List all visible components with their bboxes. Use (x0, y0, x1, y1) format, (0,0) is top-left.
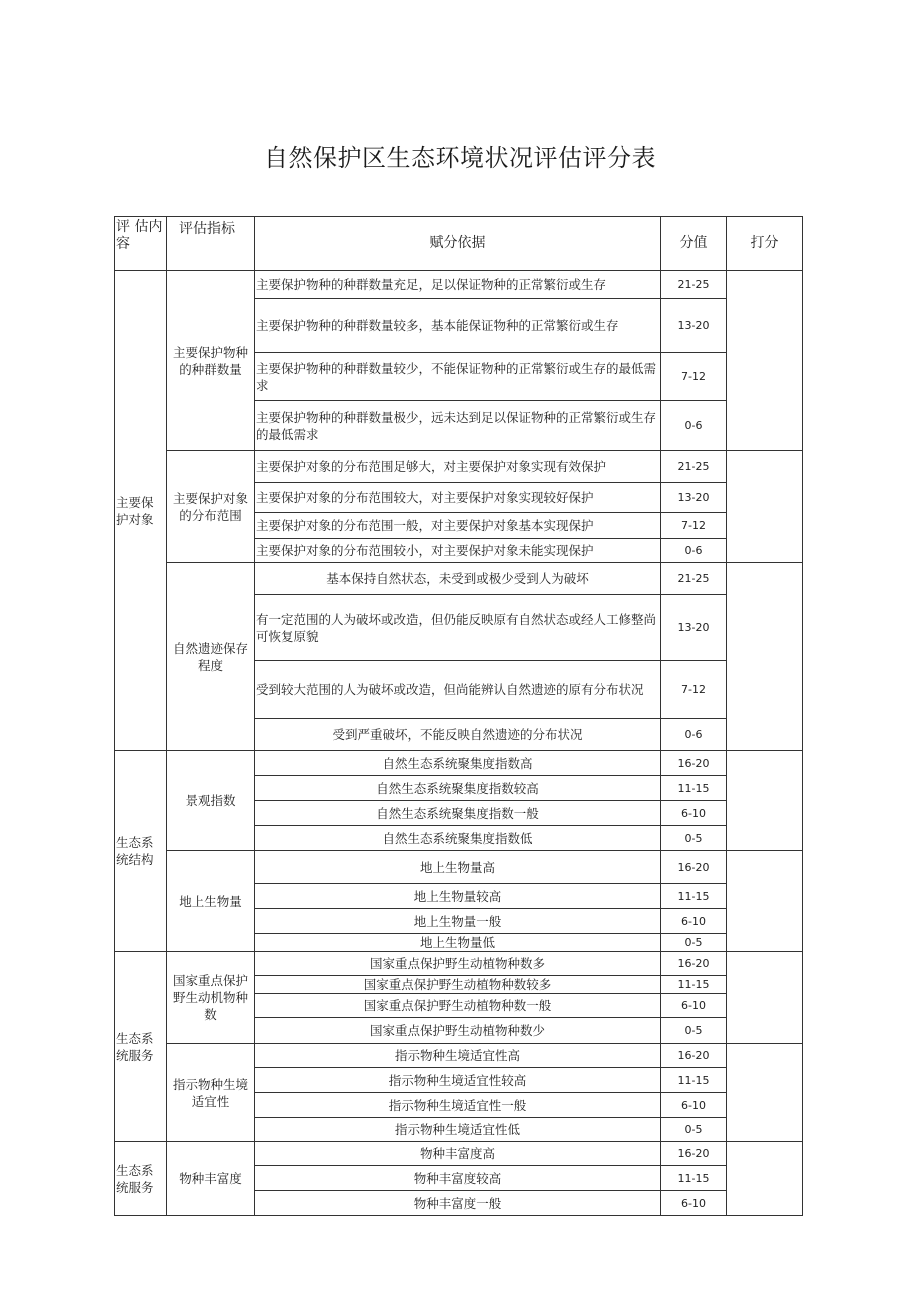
header-mark: 打分 (727, 217, 803, 271)
evaluation-content-cell: 生态系统结构 (115, 751, 167, 952)
basis-cell: 有一定范围的人为破坏或改造，但仍能反映原有自然状态或经人工修整尚可恢复原貌 (255, 595, 661, 661)
page-title: 自然保护区生态环境状况评估评分表 (264, 144, 656, 172)
score-range-cell: 21-25 (661, 271, 727, 299)
basis-cell: 自然生态系统聚集度指数较高 (255, 776, 661, 801)
score-range-cell: 21-25 (661, 451, 727, 483)
score-range-cell: 11-15 (661, 1166, 727, 1191)
basis-cell: 受到严重破坏，不能反映自然遗迹的分布状况 (255, 719, 661, 751)
scoring-table (114, 216, 803, 1216)
basis-cell: 主要保护物种的种群数量极少，远未达到足以保证物种的正常繁衍或生存的最低需求 (255, 401, 661, 451)
basis-cell: 主要保护物种的种群数量充足，足以保证物种的正常繁衍或生存 (255, 271, 661, 299)
score-range-cell: 0-5 (661, 1018, 727, 1044)
evaluation-content-cell: 主要保护对象 (115, 271, 167, 751)
basis-cell: 基本保持自然状态，未受到或极少受到人为破坏 (255, 563, 661, 595)
basis-cell: 国家重点保护野生动植物种数多 (255, 952, 661, 976)
score-range-cell: 16-20 (661, 952, 727, 976)
score-range-cell: 6-10 (661, 1093, 727, 1118)
score-range-cell: 0-5 (661, 934, 727, 952)
score-range-cell: 0-5 (661, 1118, 727, 1142)
evaluation-content-cell: 生态系统服务 (115, 952, 167, 1142)
basis-cell: 主要保护对象的分布范围较大，对主要保护对象实现较好保护 (255, 483, 661, 513)
score-range-cell: 16-20 (661, 851, 727, 884)
indicator-cell: 国家重点保护野生动机物种数 (167, 952, 255, 1044)
header-basis: 赋分依据 (255, 217, 661, 271)
score-range-cell: 0-6 (661, 401, 727, 451)
score-range-cell: 6-10 (661, 1191, 727, 1216)
score-range-cell: 13-20 (661, 483, 727, 513)
basis-cell: 自然生态系统聚集度指数高 (255, 751, 661, 776)
basis-cell: 地上生物量高 (255, 851, 661, 884)
table-header-row (115, 217, 803, 271)
basis-cell: 指示物种生境适宜性较高 (255, 1068, 661, 1093)
mark-input-cell[interactable] (727, 451, 803, 563)
basis-cell: 物种丰富度较高 (255, 1166, 661, 1191)
score-range-cell: 16-20 (661, 1142, 727, 1166)
basis-cell: 自然生态系统聚集度指数低 (255, 826, 661, 851)
indicator-cell: 主要保护对象的分布范围 (167, 451, 255, 563)
score-range-cell: 13-20 (661, 299, 727, 353)
score-range-cell: 6-10 (661, 994, 727, 1018)
score-range-cell: 16-20 (661, 751, 727, 776)
indicator-cell: 物种丰富度 (167, 1142, 255, 1216)
score-range-cell: 16-20 (661, 1044, 727, 1068)
basis-cell: 地上生物量较高 (255, 884, 661, 909)
basis-cell: 主要保护对象的分布范围较小，对主要保护对象未能实现保护 (255, 539, 661, 563)
indicator-cell: 自然遗迹保存程度 (167, 563, 255, 751)
table-row (115, 751, 803, 776)
basis-cell: 指示物种生境适宜性低 (255, 1118, 661, 1142)
indicator-cell: 主要保护物种的种群数量 (167, 271, 255, 451)
score-range-cell: 7-12 (661, 353, 727, 401)
mark-input-cell[interactable] (727, 563, 803, 751)
table-row (115, 451, 803, 483)
basis-cell: 物种丰富度一般 (255, 1191, 661, 1216)
basis-cell: 国家重点保护野生动植物种数少 (255, 1018, 661, 1044)
indicator-cell: 指示物种生境适宜性 (167, 1044, 255, 1142)
table-body (115, 271, 803, 1216)
basis-cell: 主要保护物种的种群数量较多，基本能保证物种的正常繁衍或生存 (255, 299, 661, 353)
header-indicator: 评估指标 (167, 217, 255, 271)
scoring-table-container (114, 216, 802, 1216)
mark-input-cell[interactable] (727, 851, 803, 952)
mark-input-cell[interactable] (727, 751, 803, 851)
score-range-cell: 7-12 (661, 661, 727, 719)
score-range-cell: 6-10 (661, 909, 727, 934)
table-row (115, 271, 803, 299)
mark-input-cell[interactable] (727, 952, 803, 1044)
score-range-cell: 0-5 (661, 826, 727, 851)
header-content: 评 估内容 (115, 217, 167, 271)
indicator-cell: 景观指数 (167, 751, 255, 851)
score-range-cell: 11-15 (661, 884, 727, 909)
score-range-cell: 0-6 (661, 719, 727, 751)
basis-cell: 地上生物量一般 (255, 909, 661, 934)
header-score: 分值 (661, 217, 727, 271)
score-range-cell: 11-15 (661, 776, 727, 801)
basis-cell: 国家重点保护野生动植物种数一般 (255, 994, 661, 1018)
basis-cell: 物种丰富度高 (255, 1142, 661, 1166)
basis-cell: 指示物种生境适宜性一般 (255, 1093, 661, 1118)
table-row (115, 1142, 803, 1166)
table-row (115, 851, 803, 884)
score-range-cell: 21-25 (661, 563, 727, 595)
basis-cell: 受到较大范围的人为破坏或改造，但尚能辨认自然遗迹的原有分布状况 (255, 661, 661, 719)
basis-cell: 主要保护物种的种群数量较少，不能保证物种的正常繁衍或生存的最低需求 (255, 353, 661, 401)
score-range-cell: 11-15 (661, 1068, 727, 1093)
evaluation-content-cell: 生态系统服务 (115, 1142, 167, 1216)
score-range-cell: 11-15 (661, 976, 727, 994)
mark-input-cell[interactable] (727, 271, 803, 451)
table-row (115, 563, 803, 595)
score-range-cell: 0-6 (661, 539, 727, 563)
score-range-cell: 13-20 (661, 595, 727, 661)
basis-cell: 指示物种生境适宜性高 (255, 1044, 661, 1068)
mark-input-cell[interactable] (727, 1142, 803, 1216)
basis-cell: 自然生态系统聚集度指数一般 (255, 801, 661, 826)
indicator-cell: 地上生物量 (167, 851, 255, 952)
basis-cell: 主要保护对象的分布范围足够大，对主要保护对象实现有效保护 (255, 451, 661, 483)
score-range-cell: 7-12 (661, 513, 727, 539)
score-range-cell: 6-10 (661, 801, 727, 826)
table-row (115, 1044, 803, 1068)
basis-cell: 地上生物量低 (255, 934, 661, 952)
mark-input-cell[interactable] (727, 1044, 803, 1142)
basis-cell: 主要保护对象的分布范围一般，对主要保护对象基本实现保护 (255, 513, 661, 539)
basis-cell: 国家重点保护野生动植物种数较多 (255, 976, 661, 994)
table-row (115, 952, 803, 976)
